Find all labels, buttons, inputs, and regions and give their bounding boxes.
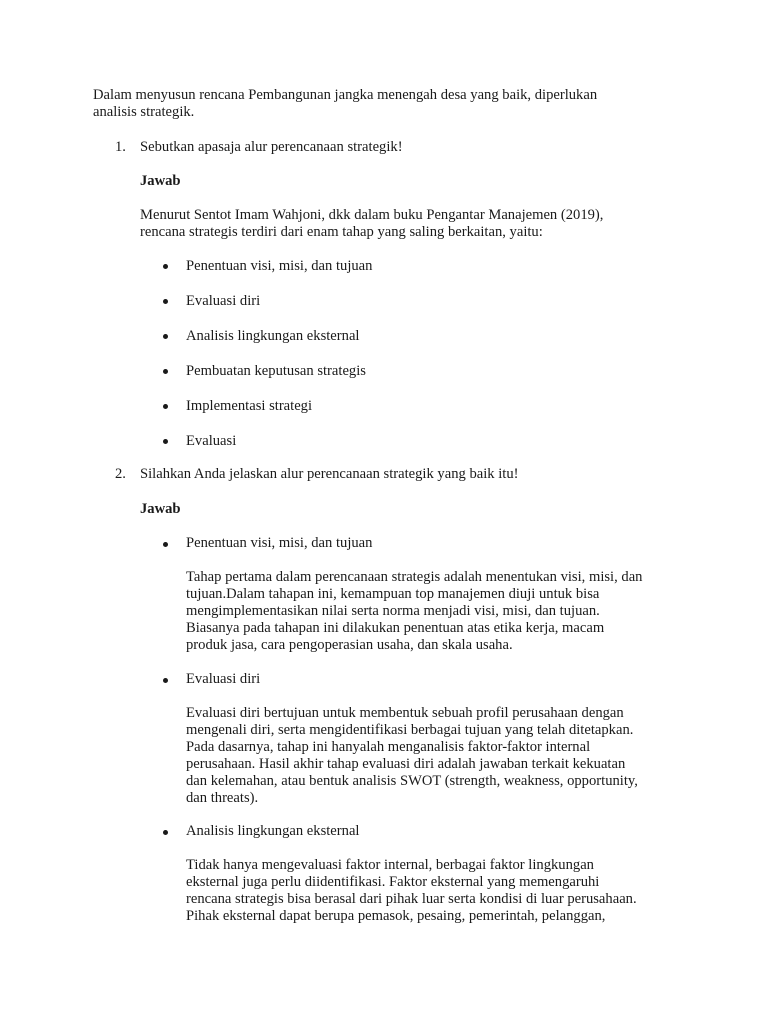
q2-section-1-line-2: tujuan.Dalam tahapan ini, kemampuan top manajemen diuji untuk bisa [186, 586, 600, 602]
question-1-text: Sebutkan apasaja alur perencanaan strategik! [140, 139, 403, 155]
question-2-text: Silahkan Anda jelaskan alur perencanaan strategik yang baik itu! [140, 466, 519, 482]
q2-section-1-line-3: mengimplementasikan nilai serta norma menjadi visi, misi, dan tujuan. [186, 603, 600, 619]
question-1-answer-intro-line-1: Menurut Sentot Imam Wahjoni, dkk dalam buku Pengantar Manajemen (2019), [140, 207, 604, 223]
question-1-number: 1. [115, 139, 126, 155]
bullet-icon [163, 542, 168, 547]
q1-bullet-item-4: Pembuatan keputusan strategis [186, 363, 366, 379]
q2-section-3-title: Analisis lingkungan eksternal [186, 823, 360, 839]
bullet-icon [163, 334, 168, 339]
q2-section-3-line-4: Pihak eksternal dapat berupa pemasok, pesaing, pemerintah, pelanggan, [186, 908, 606, 924]
q1-bullet-item-3: Analisis lingkungan eksternal [186, 328, 360, 344]
question-1-answer-intro-line-2: rencana strategis terdiri dari enam tahap yang saling berkaitan, yaitu: [140, 224, 543, 240]
question-1-answer-label: Jawab [140, 173, 181, 189]
bullet-icon [163, 299, 168, 304]
intro-line-1: Dalam menyusun rencana Pembangunan jangka menengah desa yang baik, diperlukan [93, 87, 598, 103]
question-2-number: 2. [115, 466, 126, 482]
q2-section-2-line-1: Evaluasi diri bertujuan untuk membentuk sebuah profil perusahaan dengan [186, 705, 624, 721]
q2-section-2-line-3: Pada dasarnya, tahap ini hanyalah menganalisis faktor-faktor internal [186, 739, 591, 755]
bullet-icon [163, 678, 168, 683]
q2-section-1-title: Penentuan visi, misi, dan tujuan [186, 535, 373, 551]
q2-section-1-line-5: produk jasa, cara pengoperasian usaha, dan skala usaha. [186, 637, 513, 653]
q2-section-3-line-1: Tidak hanya mengevaluasi faktor internal, berbagai faktor lingkungan [186, 857, 594, 873]
q2-section-1-line-1: Tahap pertama dalam perencanaan strategis adalah menentukan visi, misi, dan [186, 569, 643, 585]
q2-section-3-line-3: rencana strategis bisa berasal dari pihak luar serta kondisi di luar perusahaan. [186, 891, 637, 907]
q1-bullet-item-5: Implementasi strategi [186, 398, 313, 414]
q2-section-3-line-2: eksternal juga perlu diidentifikasi. Faktor eksternal yang memengaruhi [186, 874, 600, 890]
q2-section-2-line-2: mengenali diri, serta mengidentifikasi berbagai tujuan yang telah ditetapkan. [186, 722, 634, 738]
bullet-icon [163, 439, 168, 444]
bullet-icon [163, 830, 168, 835]
q2-section-2-title: Evaluasi diri [186, 671, 261, 687]
question-2-answer-label: Jawab [140, 501, 181, 517]
q2-section-2-line-4: perusahaan. Hasil akhir tahap evaluasi diri adalah jawaban terkait kekuatan [186, 756, 626, 772]
q2-section-2-line-6: dan threats). [186, 790, 259, 806]
bullet-icon [163, 264, 168, 269]
intro-line-2: analisis strategik. [93, 104, 195, 120]
q2-section-2-line-5: dan kelemahan, atau bentuk analisis SWOT (strength, weakness, opportunity, [186, 773, 638, 789]
q1-bullet-item-6: Evaluasi [186, 433, 237, 449]
q1-bullet-item-1: Penentuan visi, misi, dan tujuan [186, 258, 373, 274]
bullet-icon [163, 404, 168, 409]
q1-bullet-item-2: Evaluasi diri [186, 293, 261, 309]
bullet-icon [163, 369, 168, 374]
q2-section-1-line-4: Biasanya pada tahapan ini dilakukan penentuan atas etika kerja, macam [186, 620, 605, 636]
